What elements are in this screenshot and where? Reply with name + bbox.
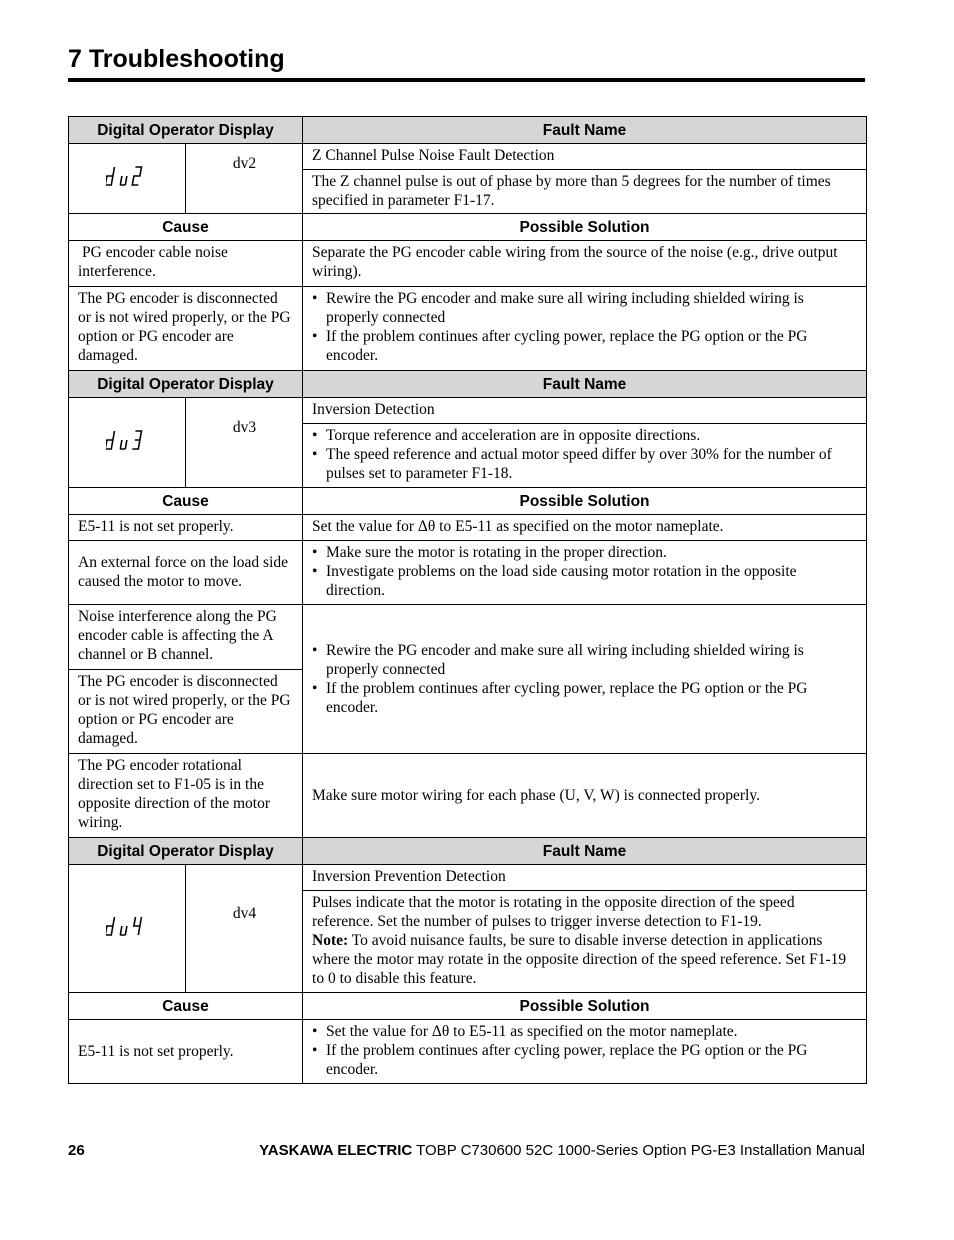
possible-solution-header: Possible Solution	[303, 214, 867, 241]
table-row	[69, 287, 867, 371]
fault-code: dv4	[186, 865, 303, 993]
table-row	[69, 515, 867, 541]
cause-text: PG encoder cable noise interference.	[69, 241, 303, 287]
seven-segment-display	[69, 144, 186, 214]
description-bullet: • Torque reference and acceleration are in opposite directions.	[312, 426, 858, 445]
fault-name: Inversion Prevention Detection	[303, 865, 867, 891]
cause-header-row	[69, 214, 867, 241]
solution-text: Make sure motor wiring for each phase (U, V, W) is connected properly.	[303, 754, 867, 838]
cause-text: The PG encoder is disconnected or is not wired properly, or the PG option or PG encoder are damaged.	[69, 670, 303, 754]
seven-segment-display	[69, 865, 186, 993]
cause-header: Cause	[69, 993, 303, 1020]
table-row	[69, 1020, 867, 1084]
table-row	[69, 241, 867, 287]
solution-bullet: • Rewire the PG encoder and make sure all wiring including shielded wiring is properly connected	[312, 289, 858, 327]
possible-solution-header: Possible Solution	[303, 488, 867, 515]
note-label: Note:	[312, 932, 349, 949]
solution-bullet: • If the problem continues after cycling power, replace the PG option or the PG encoder.	[312, 679, 858, 717]
fault-description-text: Pulses indicate that the motor is rotating in the opposite direction of the speed reference. Set the number of pulses to trigger inverse detection to F1-19.	[312, 894, 795, 930]
fault-code: dv2	[186, 144, 303, 214]
dv4-segment-icon	[106, 914, 150, 938]
solution-list	[303, 605, 867, 754]
cause-header: Cause	[69, 488, 303, 515]
fault-table	[68, 116, 867, 1084]
fault-name-header: Fault Name	[303, 371, 867, 398]
note-text: To avoid nuisance faults, be sure to disable inverse detection in applications where the motor may rotate in the opposite direction of the speed reference. Set F1-19 to 0 to disable this feature.	[312, 932, 847, 987]
digital-operator-display-header: Digital Operator Display	[69, 838, 303, 865]
solution-text: Set the value for Δθ to E5-11 as specified on the motor nameplate.	[303, 515, 867, 541]
table-header-row	[69, 117, 867, 144]
table-row	[69, 754, 867, 838]
digital-operator-display-header: Digital Operator Display	[69, 371, 303, 398]
footer-manual-title	[259, 1142, 865, 1160]
solution-list	[303, 287, 867, 371]
section-title: 7 Troubleshooting	[68, 45, 285, 73]
solution-bullet: • If the problem continues after cycling power, replace the PG option or the PG encoder.	[312, 327, 858, 365]
solution-bullet: • Make sure the motor is rotating in the proper direction.	[312, 543, 858, 562]
solution-bullet: • Rewire the PG encoder and make sure all wiring including shielded wiring is properly connected	[312, 641, 858, 679]
header-rule	[68, 78, 865, 82]
cause-text: The PG encoder rotational direction set to F1-05 is in the opposite direction of the motor wiring.	[69, 754, 303, 838]
cause-text: E5-11 is not set properly.	[69, 515, 303, 541]
table-header-row	[69, 838, 867, 865]
digital-operator-display-header: Digital Operator Display	[69, 117, 303, 144]
page-header	[68, 44, 865, 82]
fault-name: Z Channel Pulse Noise Fault Detection	[303, 144, 867, 170]
footer-manual: TOBP C730600 52C 1000-Series Option PG-E3 Installation Manual	[416, 1142, 865, 1159]
cause-text: Noise interference along the PG encoder cable is affecting the A channel or B channel.	[69, 605, 303, 670]
cause-text: An external force on the load side caused the motor to move.	[69, 541, 303, 605]
page-number: 26	[68, 1142, 85, 1159]
solution-bullet: • Set the value for Δθ to E5-11 as specified on the motor nameplate.	[312, 1022, 858, 1041]
cause-header: Cause	[69, 214, 303, 241]
cause-text: E5-11 is not set properly.	[69, 1020, 303, 1084]
dv3-segment-icon	[106, 428, 150, 452]
fault-name-header: Fault Name	[303, 838, 867, 865]
description-bullet: • The speed reference and actual motor speed differ by over 30% for the number of pulses set to parameter F1-18.	[312, 445, 858, 483]
solution-list	[303, 1020, 867, 1084]
solution-list	[303, 541, 867, 605]
table-row	[69, 605, 867, 670]
cause-header-row	[69, 993, 867, 1020]
fault-name-header: Fault Name	[303, 117, 867, 144]
footer-brand: YASKAWA ELECTRIC	[259, 1142, 413, 1159]
solution-bullet: • If the problem continues after cycling power, replace the PG option or the PG encoder.	[312, 1041, 858, 1079]
cause-text: The PG encoder is disconnected or is not wired properly, or the PG option or PG encoder are damaged.	[69, 287, 303, 371]
solution-bullet: • Investigate problems on the load side causing motor rotation in the opposite direction.	[312, 562, 858, 600]
possible-solution-header: Possible Solution	[303, 993, 867, 1020]
table-row	[69, 541, 867, 605]
solution-text: Separate the PG encoder cable wiring from the source of the noise (e.g., drive output wiring).	[303, 241, 867, 287]
fault-code: dv3	[186, 398, 303, 488]
fault-description: The Z channel pulse is out of phase by more than 5 degrees for the number of times specified in parameter F1-17.	[303, 170, 867, 214]
dv2-segment-icon	[106, 164, 150, 188]
table-header-row	[69, 371, 867, 398]
fault-description	[303, 891, 867, 993]
fault-name: Inversion Detection	[303, 398, 867, 424]
cause-header-row	[69, 488, 867, 515]
seven-segment-display	[69, 398, 186, 488]
fault-description-list	[303, 424, 867, 488]
